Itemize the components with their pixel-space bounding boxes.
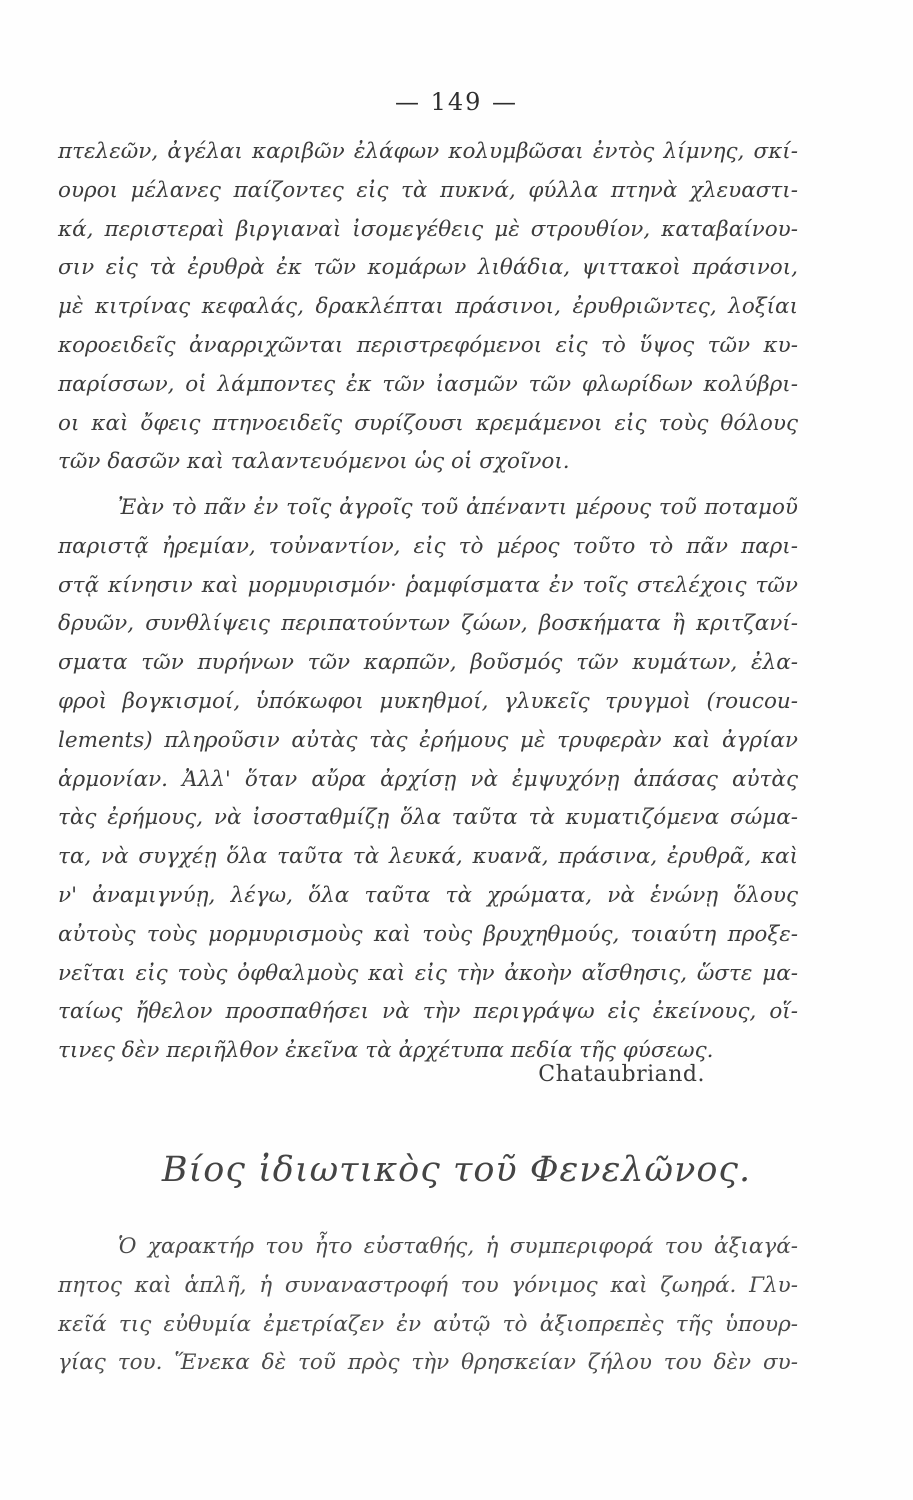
text-line: Ὁ χαρακτήρ του ἦτο εὐσταθής, ἡ συμπεριφορά του ἀξιαγά-	[118, 1234, 798, 1259]
text-line: κεῖά τις εὐθυμία ἐμετρίαζεν ἐν αὐτῷ τὸ ἀξιοπρεπὲς τῆς ὑπουρ-	[58, 1311, 798, 1337]
paragraph-2	[58, 489, 798, 1071]
text-line: στᾷ κίνησιν καὶ μορμυρισμόν· ῥαμφίσματα ἐν τοῖς στελέχοις τῶν	[58, 572, 798, 598]
text-line: κοροειδεῖς ἀναρριχῶνται περιστρεφόμενοι εἰς τὸ ὕψος τῶν κυ-	[58, 332, 798, 358]
paragraph-3	[58, 1228, 798, 1383]
text-line: lements) πληροῦσιν αὐτὰς τὰς ἐρήμους μὲ τρυφερὰν καὶ ἀγρίαν	[58, 727, 798, 753]
text-line: τὰς ἐρήμους, νὰ ἰσοσταθμίζῃ ὅλα ταῦτα τὰ κυματιζόμενα σώμα-	[58, 805, 798, 831]
paragraph-1	[58, 133, 798, 482]
text-line: μὲ κιτρίνας κεφαλάς, δρακλέπται πράσινοι, ἐρυθριῶντες, λοξίαι	[58, 294, 798, 320]
text-line: πητος καὶ ἁπλῆ, ἡ συναναστροφή του γόνιμος καὶ ζωηρά. Γλυ-	[58, 1272, 798, 1298]
text-line: ταίως ἤθελον προσπαθήσει νὰ τὴν περιγράψω εἰς ἐκείνους, οἵ-	[58, 999, 798, 1025]
text-line: τα, νὰ συγχέῃ ὅλα ταῦτα τὰ λευκά, κυανᾶ, πράσινα, ἐρυθρᾶ, καὶ	[58, 844, 798, 870]
page-number: — 149 —	[394, 88, 519, 116]
text-line: σιν εἰς τὰ ἐρυθρὰ ἐκ τῶν κομάρων λιθάδια, ψιττακοὶ πράσινοι,	[58, 255, 798, 281]
text-line: πτελεῶν, ἀγέλαι καριβῶν ἐλάφων κολυμβῶσαι ἐντὸς λίμνης, σκί-	[58, 139, 798, 164]
text-line: αὐτοὺς τοὺς μορμυρισμοὺς καὶ τοὺς βρυχηθμούς, τοιαύτη προξε-	[58, 921, 798, 947]
text-line: κά, περιστεραὶ βιργιαναὶ ἰσομεγέθεις μὲ στρουθίον, καταβαίνου-	[58, 216, 798, 242]
text-line: τῶν δασῶν καὶ ταλαντευόμενοι ὡς οἱ σχοῖνοι.	[58, 449, 570, 475]
text-line: δρυῶν, συνθλίψεις περιπατούντων ζώων, βοσκήματα ἢ κριτζανί-	[58, 611, 798, 637]
text-line: Ἐὰν τὸ πᾶν ἐν τοῖς ἀγροῖς τοῦ ἀπέναντι μέρους τοῦ ποταμοῦ	[118, 495, 798, 520]
text-line: σματα τῶν πυρήνων τῶν καρπῶν, βοῦσμός τῶν κυμάτων, ἐλα-	[58, 650, 798, 676]
text-line: παριστᾷ ἠρεμίαν, τοὐναντίον, εἰς τὸ μέρος τοῦτο τὸ πᾶν παρι-	[58, 533, 798, 559]
text-line: ἁρμονίαν. Ἀλλ' ὅταν αὔρα ἀρχίσῃ νὰ ἐμψυχόνῃ ἁπάσας αὐτὰς	[58, 766, 798, 792]
text-line: νεῖται εἰς τοὺς ὀφθαλμοὺς καὶ εἰς τὴν ἀκοὴν αἴσθησις, ὥστε μα-	[58, 960, 798, 986]
text-line: φροὶ βογκισμοί, ὑπόκωφοι μυκηθμοί, γλυκεῖς τρυγμοὶ (roucou-	[58, 688, 798, 714]
text-line: παρίσσων, οἱ λάμποντες ἐκ τῶν ἰασμῶν τῶν φλωρίδων κολύβρι-	[58, 371, 798, 397]
text-line: τινες δὲν περιῆλθον ἐκεῖνα τὰ ἀρχέτυπα πεδία τῆς φύσεως.	[58, 1038, 714, 1064]
text-line: οι καὶ ὄφεις πτηνοειδεῖς συρίζουσι κρεμάμενοι εἰς τοὺς θόλους	[58, 410, 798, 436]
section-title: Βίος ἰδιωτικὸς τοῦ Φενελῶνος.	[161, 1150, 752, 1190]
text-line: ουροι μέλανες παίζοντες εἰς τὰ πυκνά, φύλλα πτηνὰ χλευαστι-	[58, 177, 798, 203]
text-line: ν' ἀναμιγνύῃ, λέγω, ὅλα ταῦτα τὰ χρώματα, νὰ ἑνώνῃ ὅλους	[58, 882, 798, 908]
author-signature: Chataubriand.	[538, 1062, 705, 1087]
text-line: γίας του. Ἕνεκα δὲ τοῦ πρὸς τὴν θρησκείαν ζήλου του δὲν συ-	[58, 1350, 798, 1376]
